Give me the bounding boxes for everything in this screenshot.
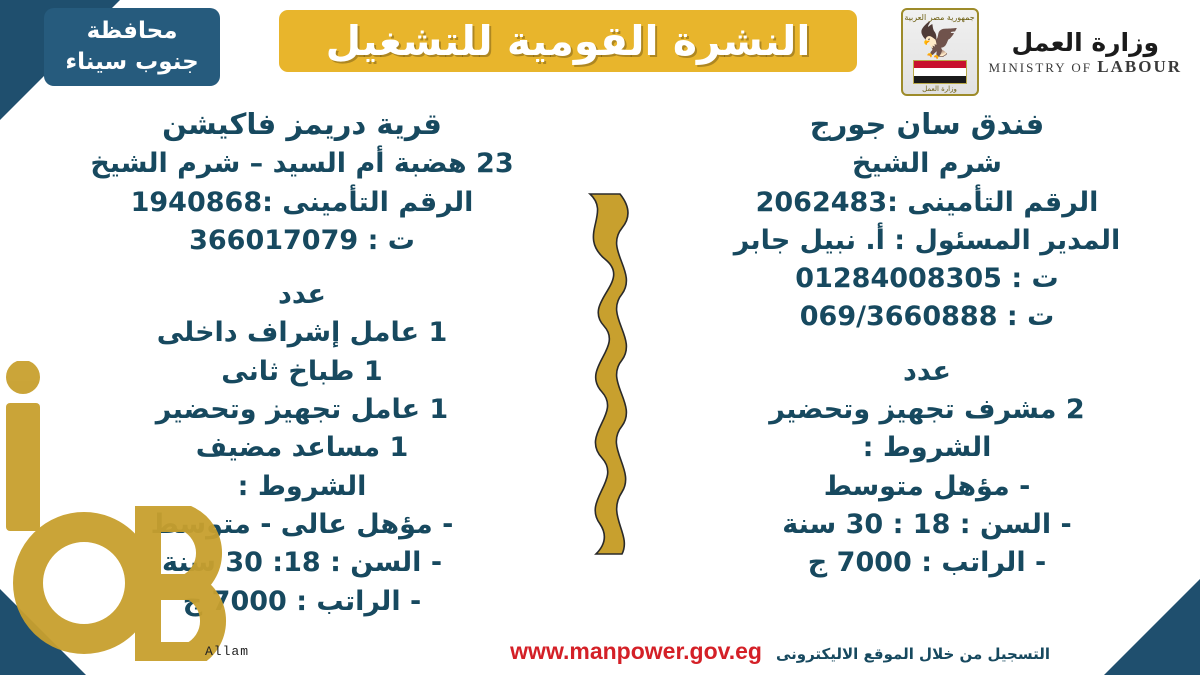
footer-website-link[interactable]: www.manpower.gov.eg <box>510 638 762 664</box>
listing-job-item: 1 عامل تجهيز وتحضير <box>155 394 449 426</box>
ministry-wordmark <box>989 28 1183 77</box>
listing-phone-2: ت : 069/3660888 <box>799 301 1055 333</box>
listing-card-dreams-vacation <box>62 104 542 621</box>
ministry-name-english-big: LABOUR <box>1097 56 1182 76</box>
designer-signature: Allam <box>205 644 250 659</box>
listing-condition-item: - مؤهل عالى - متوسط <box>150 509 454 541</box>
page-title: النشرة القومية للتشغيل <box>325 17 811 65</box>
seal-top-text: جمهورية مصر العربية <box>904 13 975 22</box>
flag-stripe-red <box>914 61 966 68</box>
listing-job-item: 1 طباخ ثانى <box>221 355 383 387</box>
flag-stripe-white <box>914 68 966 75</box>
listing-insurance-number: الرقم التأمينى :1940868 <box>130 186 474 218</box>
listing-job-item: 1 مساعد مضيف <box>195 432 409 464</box>
listing-conditions-label: الشروط : <box>237 470 367 502</box>
title-ribbon <box>279 10 857 72</box>
listing-card-san-george <box>692 104 1162 583</box>
listing-company-name: قرية دريمز فاكيشن <box>162 107 442 141</box>
listing-job-item: 2 مشرف تجهيز وتحضير <box>769 394 1085 426</box>
listing-condition-item: - مؤهل متوسط <box>823 470 1031 502</box>
listing-condition-item: - الراتب : 7000 ج <box>807 547 1047 579</box>
eagle-icon: 🦅 <box>918 21 961 61</box>
ministry-logo <box>901 8 1183 96</box>
listing-manager: المدير المسئول : أ. نبيل جابر <box>733 224 1121 256</box>
listing-condition-item: - السن : 18: 30 سنة <box>161 547 443 579</box>
flag-icon <box>913 60 967 84</box>
listing-phone-1: ت : 366017079 <box>189 224 415 256</box>
listing-count-label: عدد <box>278 279 326 311</box>
divider-ornament-icon <box>560 190 650 560</box>
listing-phone-1: ت : 01284008305 <box>795 263 1059 295</box>
governorate-badge-line1: محافظة <box>86 17 178 44</box>
listing-conditions-label: الشروط : <box>862 432 992 464</box>
listing-location: 23 هضبة أم السيد – شرم الشيخ <box>90 148 514 180</box>
listing-count-label: عدد <box>903 355 951 387</box>
listing-condition-item: - الراتب : 7000 ج <box>182 585 422 617</box>
ministry-name-arabic: وزارة العمل <box>1011 27 1159 57</box>
flag-stripe-black <box>914 76 966 83</box>
listing-condition-item: - السن : 18 : 30 سنة <box>782 509 1072 541</box>
listing-location: شرم الشيخ <box>852 148 1002 180</box>
governorate-badge-line2: جنوب سيناء <box>65 49 199 75</box>
listing-company-name: فندق سان جورج <box>809 107 1045 141</box>
listing-insurance-number: الرقم التأمينى :2062483 <box>755 186 1099 218</box>
footer-note: التسجيل من خلال الموقع الاليكترونى <box>775 645 1050 663</box>
ministry-name-english <box>989 57 1183 77</box>
governorate-badge <box>44 8 220 86</box>
seal-bottom-text: وزارة العمل <box>922 85 957 93</box>
listing-job-item: 1 عامل إشراف داخلى <box>156 317 448 349</box>
corner-decoration-bottom-right <box>1104 579 1200 675</box>
eagle-seal-icon <box>901 8 979 96</box>
ministry-name-english-small: MINISTRY OF <box>988 59 1093 75</box>
footer <box>510 638 1050 665</box>
